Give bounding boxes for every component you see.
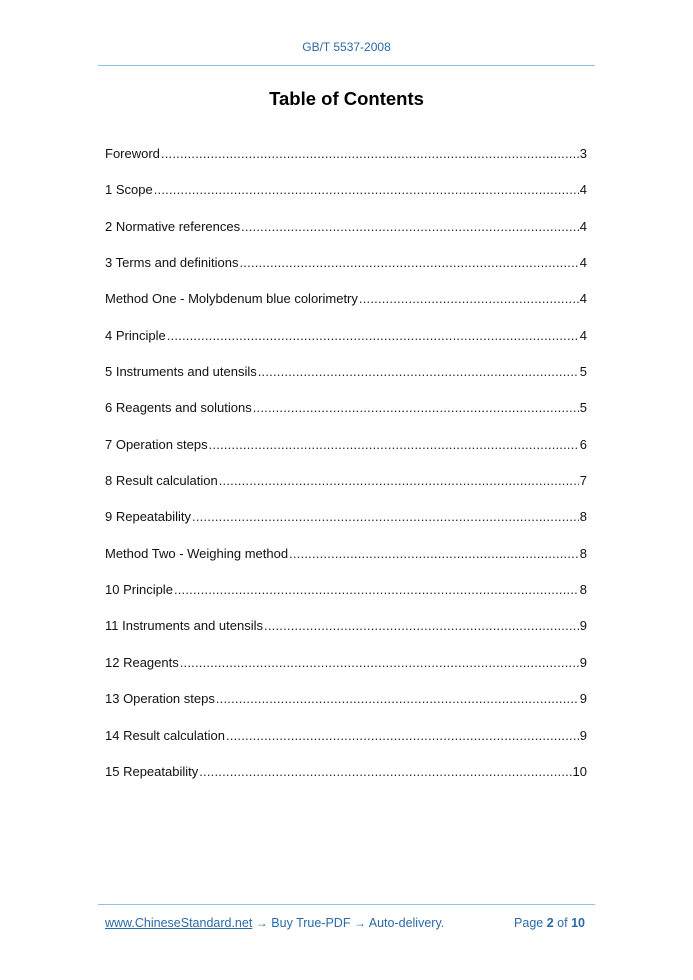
- toc-dot-leader: [199, 763, 571, 781]
- toc-entry-method-two[interactable]: [105, 545, 587, 581]
- page-title: Table of Contents: [269, 88, 424, 109]
- current-page-number: 2: [546, 916, 554, 930]
- toc-entry-result-calculation[interactable]: [105, 472, 587, 508]
- toc-entry-page: 8: [579, 509, 587, 525]
- document-standard-code: GB/T 5537-2008: [302, 40, 391, 54]
- toc-entry-label: 12 Reagents: [105, 654, 179, 670]
- toc-entry-operation-steps-2[interactable]: [105, 690, 587, 726]
- toc-entry-method-one[interactable]: [105, 290, 587, 326]
- toc-dot-leader: [180, 654, 579, 672]
- toc-dot-leader: [154, 181, 579, 199]
- toc-entry-principle[interactable]: [105, 327, 587, 363]
- toc-entry-terms-definitions[interactable]: [105, 254, 587, 290]
- toc-entry-repeatability[interactable]: [105, 508, 587, 544]
- toc-entry-label: 7 Operation steps: [105, 436, 208, 452]
- toc-entry-page: 4: [579, 182, 587, 198]
- toc-entry-principle-2[interactable]: [105, 581, 587, 617]
- toc-entry-label: Method Two - Weighing method: [105, 545, 289, 561]
- toc-entry-label: 4 Principle: [105, 327, 166, 343]
- header-divider: [98, 65, 595, 66]
- toc-entry-label: 2 Normative references: [105, 218, 241, 234]
- toc-entry-page: 8: [579, 545, 587, 561]
- toc-entry-label: 14 Result calculation: [105, 727, 225, 743]
- toc-entry-page: 4: [579, 327, 587, 343]
- toc-entry-label: 3 Terms and definitions: [105, 255, 239, 271]
- toc-entry-page: 8: [579, 582, 587, 598]
- site-link[interactable]: www.ChineseStandard.net: [105, 916, 253, 930]
- toc-entry-page: 9: [579, 654, 587, 670]
- toc-entry-label: Method One - Molybdenum blue colorimetry: [105, 291, 358, 307]
- footer-promo: [105, 916, 444, 930]
- toc-dot-leader: [219, 472, 579, 490]
- toc-entry-label: 15 Repeatability: [105, 763, 199, 779]
- toc-dot-leader: [359, 290, 579, 308]
- toc-entry-label: 6 Reagents and solutions: [105, 400, 252, 416]
- toc-dot-leader: [192, 508, 579, 526]
- toc-dot-leader: [167, 327, 579, 345]
- toc-entry-page: 9: [579, 691, 587, 707]
- toc-entry-label: 5 Instruments and utensils: [105, 364, 257, 380]
- buy-true-pdf-text: Buy True-PDF: [271, 916, 351, 930]
- toc-entry-scope[interactable]: [105, 181, 587, 217]
- toc-dot-leader: [241, 218, 579, 236]
- toc-dot-leader: [239, 254, 578, 272]
- toc-dot-leader: [161, 145, 579, 163]
- toc-entry-page: 9: [579, 618, 587, 634]
- toc-entry-foreword[interactable]: [105, 145, 587, 181]
- toc-entry-page: 7: [579, 473, 587, 489]
- toc-entry-page: 3: [579, 146, 587, 161]
- page-word: Page: [514, 916, 544, 930]
- toc-entry-label: 13 Operation steps: [105, 691, 215, 707]
- toc-dot-leader: [174, 581, 579, 599]
- toc-entry-normative-references[interactable]: [105, 218, 587, 254]
- toc-dot-leader: [253, 399, 579, 417]
- toc-entry-reagents[interactable]: [105, 654, 587, 690]
- toc-entry-page: 4: [579, 291, 587, 307]
- toc-entry-label: 9 Repeatability: [105, 509, 191, 525]
- toc-dot-leader: [216, 690, 579, 708]
- toc-entry-page: 4: [579, 218, 587, 234]
- toc-entry-label: 10 Principle: [105, 582, 173, 598]
- toc-entry-label: 1 Scope: [105, 182, 153, 198]
- toc-dot-leader: [258, 363, 579, 381]
- toc-entry-repeatability-2[interactable]: [105, 763, 587, 799]
- arrow-right-icon: →: [255, 916, 268, 930]
- auto-delivery-text: Auto-delivery.: [368, 916, 445, 930]
- page-indicator: [514, 916, 585, 930]
- toc-entry-instruments-utensils[interactable]: [105, 363, 587, 399]
- table-of-contents: [105, 145, 587, 799]
- toc-dot-leader: [289, 545, 579, 563]
- total-page-count: 10: [571, 916, 585, 930]
- toc-entry-reagents-solutions[interactable]: [105, 399, 587, 435]
- toc-entry-page: 5: [579, 400, 587, 416]
- page-of-word: of: [557, 916, 568, 930]
- toc-entry-page: 10: [572, 763, 587, 779]
- toc-dot-leader: [226, 727, 579, 745]
- toc-entry-label: 11 Instruments and utensils: [105, 618, 264, 634]
- toc-entry-label: Foreword: [105, 146, 160, 161]
- toc-entry-page: 4: [579, 255, 587, 271]
- toc-dot-leader: [264, 617, 579, 635]
- arrow-right-icon: →: [353, 916, 366, 930]
- footer-divider: [98, 904, 595, 905]
- toc-entry-page: 6: [579, 436, 587, 452]
- toc-entry-result-calculation-2[interactable]: [105, 727, 587, 763]
- toc-entry-page: 9: [579, 727, 587, 743]
- toc-entry-label: 8 Result calculation: [105, 473, 218, 489]
- toc-entry-page: 5: [579, 364, 587, 380]
- toc-dot-leader: [209, 436, 579, 454]
- toc-entry-instruments-utensils-2[interactable]: [105, 617, 587, 653]
- toc-entry-operation-steps[interactable]: [105, 436, 587, 472]
